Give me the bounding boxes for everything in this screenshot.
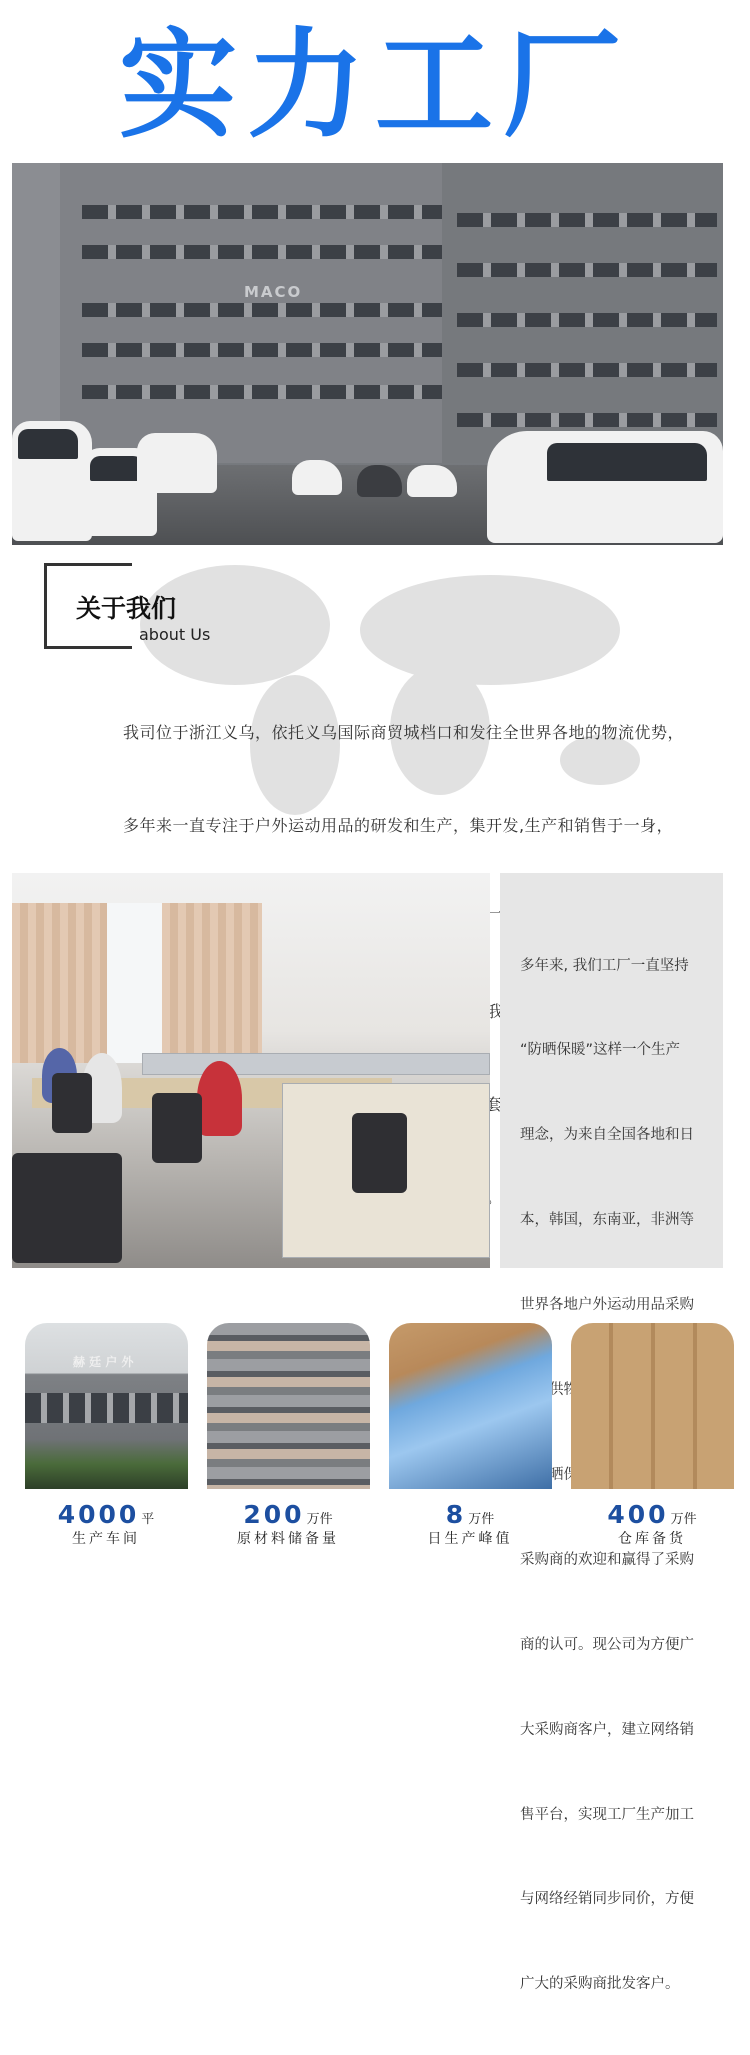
stat-number: 200 [243, 1500, 305, 1529]
office-line: 商的认可。现公司为方便广 [520, 1636, 694, 1653]
factory-building-photo [12, 163, 723, 545]
office-line: 理念，为来自全国各地和日 [520, 1127, 694, 1144]
stat-label: 生产车间 [72, 1531, 140, 1547]
office-line: “防晒保暖”这样一个生产 [520, 1042, 681, 1059]
stat-workshop [13, 1500, 199, 1548]
office-line: 世界各地户外运动用品采购 [520, 1297, 694, 1314]
stat-label: 原材料储备量 [237, 1531, 339, 1547]
stat-number: 8 [445, 1500, 467, 1529]
stat-unit: 万件 [468, 1512, 495, 1527]
office-line: 采购商的欢迎和赢得了采购 [520, 1551, 694, 1568]
building-left-edge [12, 163, 60, 463]
office-line: 多年来, 我们工厂一直坚持 [520, 957, 689, 974]
workshop-sign: 赫 廷 户 外 [73, 1355, 134, 1369]
building-sign: MACO [244, 283, 303, 301]
workshop-photo [25, 1323, 188, 1489]
daily-production-photo [389, 1323, 552, 1489]
about-line: 我司位于浙江义乌，依托义乌国际商贸城档口和发往全世界各地的物流优势， [123, 723, 685, 742]
office-line: 与网络经销同步同价，方便 [520, 1891, 694, 1908]
stat-number: 400 [607, 1500, 669, 1529]
office-line: 售平台，实现工厂生产加工 [520, 1806, 694, 1823]
stat-daily-output [377, 1500, 563, 1548]
office-line: 大采购商客户，建立网络销 [520, 1721, 694, 1738]
about-title: 关于我们 [76, 594, 177, 623]
raw-materials-photo [207, 1323, 370, 1489]
about-line: 多年来一直专注于户外运动用品的研发和生产，集开发,生产和销售于一身， [123, 816, 674, 835]
stat-unit: 平 [141, 1512, 155, 1527]
about-subtitle: about Us [139, 625, 211, 644]
stat-number: 4000 [57, 1500, 140, 1529]
page-title: 实力工厂 [118, 16, 631, 154]
about-section [0, 545, 750, 865]
stat-label: 日生产峰值 [427, 1531, 513, 1547]
office-photo [12, 873, 490, 1268]
warehouse-photo [571, 1323, 734, 1489]
van [137, 433, 217, 493]
car [292, 460, 342, 495]
suv [487, 431, 723, 543]
office-line: 本，韩国，东南亚，非洲等 [520, 1212, 694, 1229]
stat-unit: 万件 [306, 1512, 333, 1527]
stat-warehouse [559, 1500, 745, 1548]
car [12, 421, 92, 541]
office-line: 广大的采购商批发客户。 [520, 1976, 680, 1993]
car [407, 465, 457, 497]
stat-raw-materials [195, 1500, 381, 1548]
stat-label: 仓库备货 [618, 1531, 686, 1547]
stat-unit: 万件 [670, 1512, 697, 1527]
